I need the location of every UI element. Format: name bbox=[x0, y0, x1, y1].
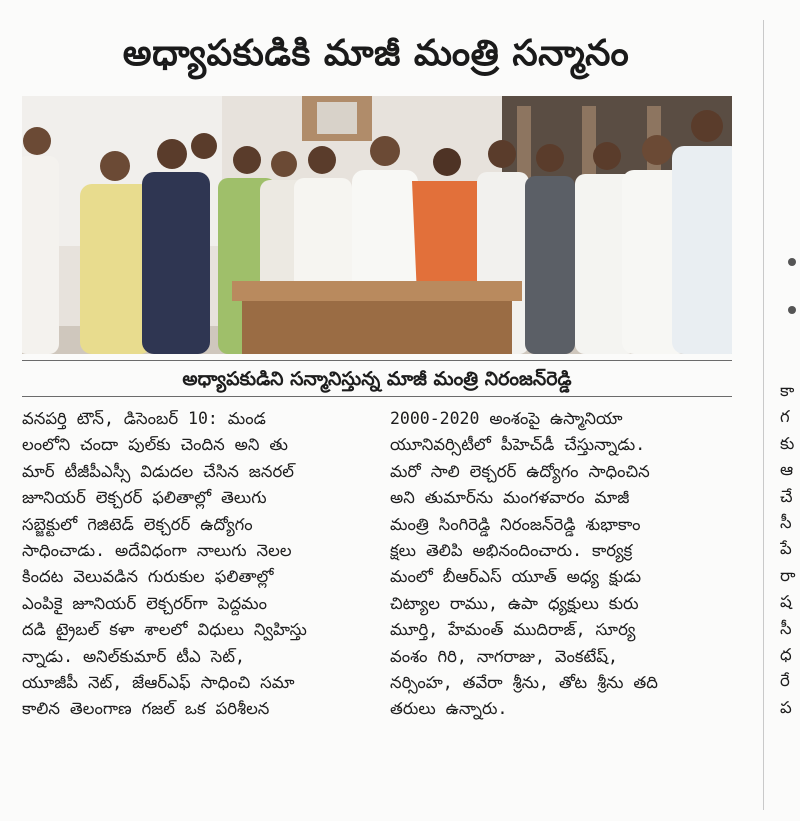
text-line: 2000-2020 అంశంపై ఉస్మానియా bbox=[390, 409, 623, 428]
text-fragment: గ bbox=[780, 407, 790, 427]
text-line: కాలిన తెలంగాణ గజల్‌ ఒక పరిశీలన bbox=[22, 699, 270, 719]
text-line: తరులు ఉన్నారు. bbox=[390, 699, 508, 719]
text-fragment: ధ bbox=[780, 645, 792, 665]
text-line: యూనివర్సిటీలో పీహెచ్‌డీ చేస్తున్నాడు. bbox=[390, 435, 646, 455]
text-line: మరో సాలి లెక్చరర్‌ ఉద్యోగం సాధించిన bbox=[390, 461, 650, 481]
text-fragment: ప bbox=[780, 697, 792, 717]
adjacent-article-fragment bbox=[780, 378, 800, 721]
text-fragment: ష bbox=[780, 592, 792, 612]
article-column-right bbox=[390, 406, 740, 723]
text-line: జూనియర్‌ లెక్చరర్‌ ఫలితాల్లో తెలుగు bbox=[22, 488, 267, 508]
text-line: మంత్రి సింగిరెడ్డి నిరంజన్‌రెడ్డి శుభాకాం bbox=[390, 514, 641, 534]
bullet-dot bbox=[788, 258, 796, 266]
text-line: సాధించాడు. అదేవిధంగా నాలుగు నెలల bbox=[22, 541, 292, 561]
text-fragment: సీ bbox=[780, 513, 792, 533]
text-line: మూర్తి, హేమంత్‌ ముదిరాజ్‌, సూర్య bbox=[390, 620, 636, 640]
bullet-dot bbox=[788, 306, 796, 314]
text-line: నర్సింహ, తవేరా శ్రీను, తోట శ్రీను తది bbox=[390, 673, 658, 693]
text-fragment: కా bbox=[780, 381, 795, 400]
column-divider bbox=[763, 20, 764, 810]
text-fragment: ఆ bbox=[780, 460, 794, 480]
text-line: ఎంపికై జూనియర్‌ లెక్చరర్‌గా పెద్దమం bbox=[22, 593, 267, 613]
caption-top-rule bbox=[22, 360, 732, 361]
text-fragment: కు bbox=[780, 433, 795, 453]
text-line: న్నాడు. అనిల్‌కుమార్‌ టీఎ సెట్‌, bbox=[22, 646, 245, 666]
text-fragment: రే bbox=[780, 671, 790, 691]
text-fragment: రా bbox=[780, 565, 796, 585]
text-line: మార్‌ టీజీపీఎస్సీ విడుదల చేసిన జనరల్‌ bbox=[22, 461, 294, 481]
text-line: యూజీపీ నెట్‌, జేఆర్‌ఎఫ్‌ సాధించి సమా bbox=[22, 673, 295, 693]
text-line: మంలో బీఆర్‌ఎస్‌ యూత్‌ అధ్య క్షుడు bbox=[390, 567, 642, 587]
article-column-left bbox=[22, 406, 372, 723]
caption-bottom-rule bbox=[22, 396, 732, 397]
photo-caption: అధ్యాపకుడిని సన్మానిస్తున్న మాజీ మంత్రి నిరంజన్‌రెడ్డి bbox=[182, 368, 572, 390]
text-line: సబ్జెక్టులో గెజిటెడ్‌ లెక్చరర్‌ ఉద్యోగం bbox=[22, 514, 253, 534]
text-line: దడి ట్రైబల్‌ కళా శాలలో విధులు న్విహిస్తు bbox=[22, 620, 307, 640]
text-line: క్షలు తెలిపి అభినందించారు. కార్యక్ర bbox=[390, 541, 633, 561]
text-line: అని తుమార్‌ను మంగళవారం మాజీ bbox=[390, 488, 630, 508]
headline: అధ్యాపకుడికి మాజీ మంత్రి సన్మానం bbox=[122, 33, 630, 74]
text-line: లంలోని చందా పుల్‌కు చెందిన అని తు bbox=[22, 435, 288, 455]
text-line: చిట్యాల రాము, ఉపా ధ్యక్షులు కురు bbox=[390, 593, 639, 613]
text-line: కిందట వెలువడిన గురుకుల ఫలితాల్లో bbox=[22, 567, 274, 587]
text-line: వంశం గిరి, నాగరాజు, వెంకటేష్‌, bbox=[390, 646, 618, 666]
text-fragment: చే bbox=[780, 486, 793, 506]
group-felicitation-photo bbox=[22, 96, 732, 354]
text-fragment: సీ bbox=[780, 618, 792, 638]
text-fragment: పే bbox=[780, 539, 792, 559]
text-line: వనపర్తి టౌన్‌, డిసెంబర్‌ 10: మండ bbox=[22, 409, 266, 428]
news-photo bbox=[22, 96, 732, 354]
